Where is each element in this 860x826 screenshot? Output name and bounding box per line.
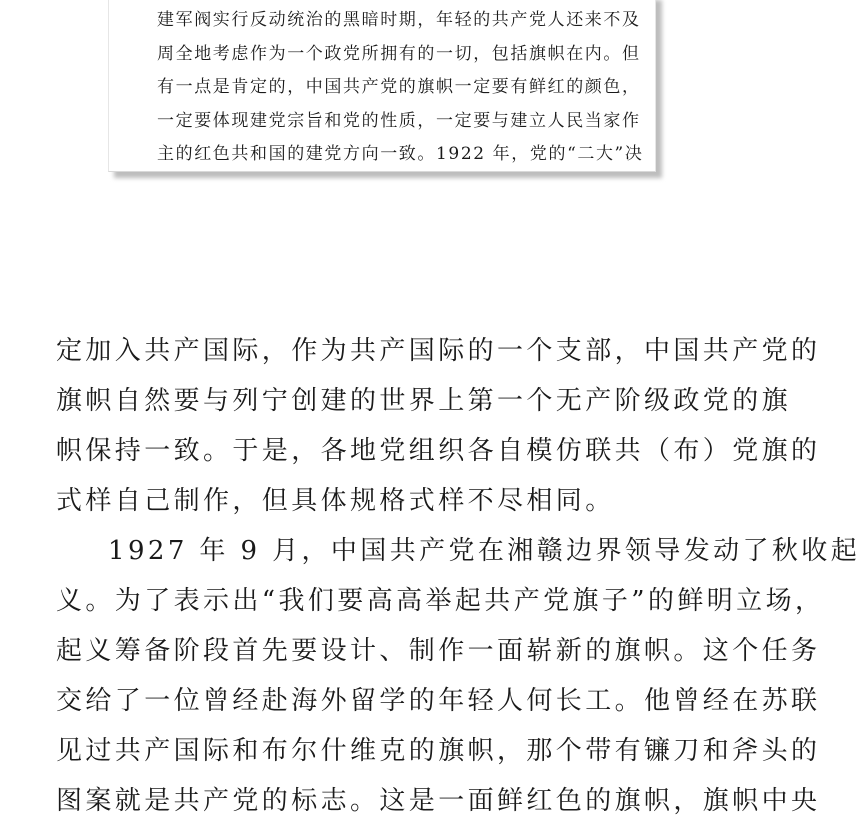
excerpt-card	[108, 0, 656, 172]
excerpt-line: 周全地考虑作为一个政党所拥有的一切，包括旗帜在内。但	[157, 43, 641, 64]
excerpt-line: 有一点是肯定的，中国共产党的旗帜一定要有鲜红的颜色，	[157, 77, 641, 97]
body-line: 图案就是共产党的标志。这是一面鲜红色的旗帜，旗帜中央	[56, 786, 821, 816]
excerpt-line: 建军阀实行反动统治的黑暗时期，年轻的共产党人还来不及	[157, 10, 641, 30]
body-line: 义。为了表示出“我们要高高举起共产党旗子”的鲜明立场，	[56, 586, 825, 616]
body-text	[56, 326, 860, 826]
excerpt-line: 主的红色共和国的建党方向一致。1922 年，党的“二大”决	[157, 144, 644, 164]
body-line: 式样自己制作，但具体规格式样不尽相同。	[56, 486, 615, 516]
body-line: 定加入共产国际，作为共产国际的一个支部，中国共产党的	[56, 336, 821, 366]
body-line: 见过共产国际和布尔什维克的旗帜，那个带有镰刀和斧头的	[56, 736, 821, 766]
body-line: 帜保持一致。于是，各地党组织各自模仿联共（布）党旗的	[56, 436, 821, 466]
body-line: 旗帜自然要与列宁创建的世界上第一个无产阶级政党的旗	[56, 386, 792, 416]
body-line: 起义筹备阶段首先要设计、制作一面崭新的旗帜。这个任务	[56, 636, 821, 666]
excerpt-line: 一定要体现建党宗旨和党的性质，一定要与建立人民当家作	[157, 110, 641, 131]
body-line-paragraph-start: 1927 年 9 月，中国共产党在湘赣边界领导发动了秋收起	[108, 536, 860, 566]
body-line: 交给了一位曾经赴海外留学的年轻人何长工。他曾经在苏联	[56, 686, 821, 716]
